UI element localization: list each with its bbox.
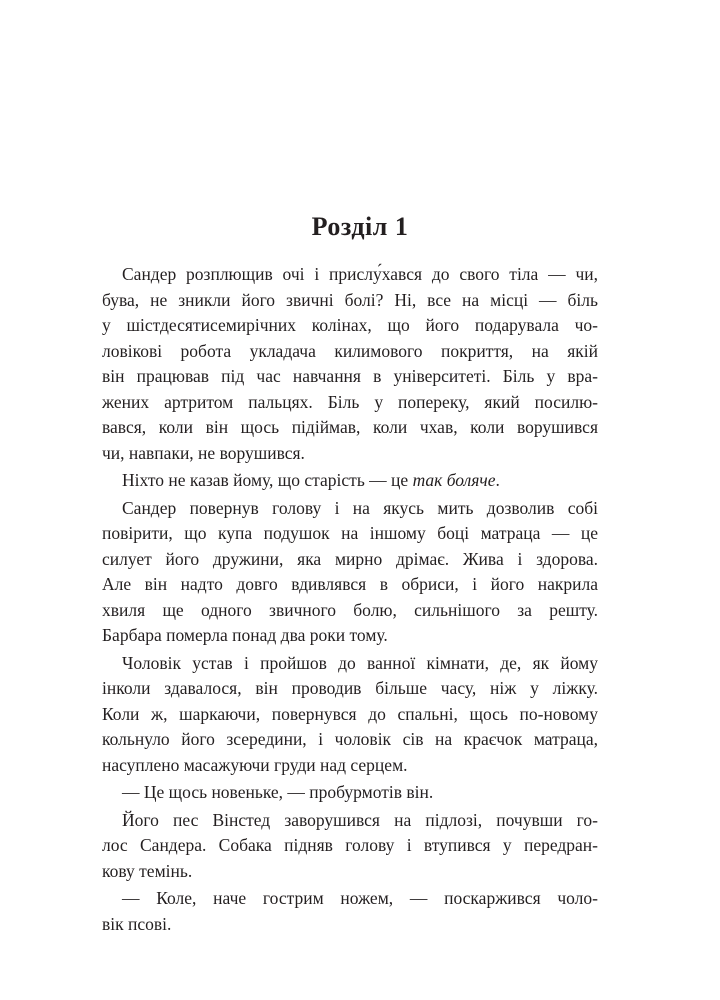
text-line: вався, коли він щось підіймав, коли чхав, коли ворушився xyxy=(102,417,598,437)
text-line: інколи здавалося, він проводив більше часу, ніж у ліжку. xyxy=(102,678,598,698)
text-line: жених артритом пальцях. Біль у попереку, який посилю- xyxy=(102,391,598,412)
text-line: ловікові робота укладача килимового покриття, на якій xyxy=(102,340,598,361)
text-line: насуплено масажуючи груди над серцем. xyxy=(102,754,408,775)
text-line: чи, навпаки, не ворушився. xyxy=(102,442,305,463)
text-segment: Ніхто не казав йому, що старість — це xyxy=(122,470,413,490)
text-line: — Коле, наче гострим ножем, — поскаржився чоло- xyxy=(122,888,598,908)
text-line: повірити, що купа подушок на іншому боці матраца — це xyxy=(102,523,598,543)
text-line: Сандер повернув голову і на якусь мить дозволив собі xyxy=(122,497,598,518)
text-line xyxy=(122,468,598,494)
text-line: кольнуло його зсередини, і чоловік сів на краєчок матраца, xyxy=(102,729,598,749)
text-line: кову темінь. xyxy=(102,860,193,881)
italic-emphasis: так боляче xyxy=(412,470,496,490)
text-line: у шістдесятисемирічних колінах, що його подарувала чо- xyxy=(102,315,598,335)
chapter-title: Розділ 1 xyxy=(311,212,409,241)
text-line: Барбара померла понад два роки тому. xyxy=(102,625,388,645)
text-line: бува, не зникли його звичні болі? Ні, все на місці — біль xyxy=(102,289,598,310)
text-line: він працював під час навчання в університеті. Біль у вра- xyxy=(102,366,598,386)
text-line: лос Сандера. Собака підняв голову і втупився у передран- xyxy=(102,835,598,855)
text-segment: . xyxy=(495,470,500,490)
text-line: силует його дружини, яка мирно дрімає. Жива і здорова. xyxy=(102,548,598,569)
text-line: вік псові. xyxy=(102,913,172,934)
text-line: Сандер розплющив очі і прислу́хався до свого тіла — чи, xyxy=(122,264,598,284)
text-line: — Це щось новеньке, — пробурмотів він. xyxy=(122,782,434,802)
text-line: Його пес Вінстед заворушився на підлозі, почувши го- xyxy=(122,809,598,830)
text-line: хвиля ще одного звичного болю, сильнішого за решту. xyxy=(102,599,598,620)
text-line: Але він надто довго вдивлявся в обриси, і його накрила xyxy=(102,574,598,594)
text-line: Коли ж, шаркаючи, повернувся до спальні, щось по-новому xyxy=(102,703,598,724)
text-line: Чоловік устав і пройшов до ванної кімнати, де, як йому xyxy=(122,652,598,673)
